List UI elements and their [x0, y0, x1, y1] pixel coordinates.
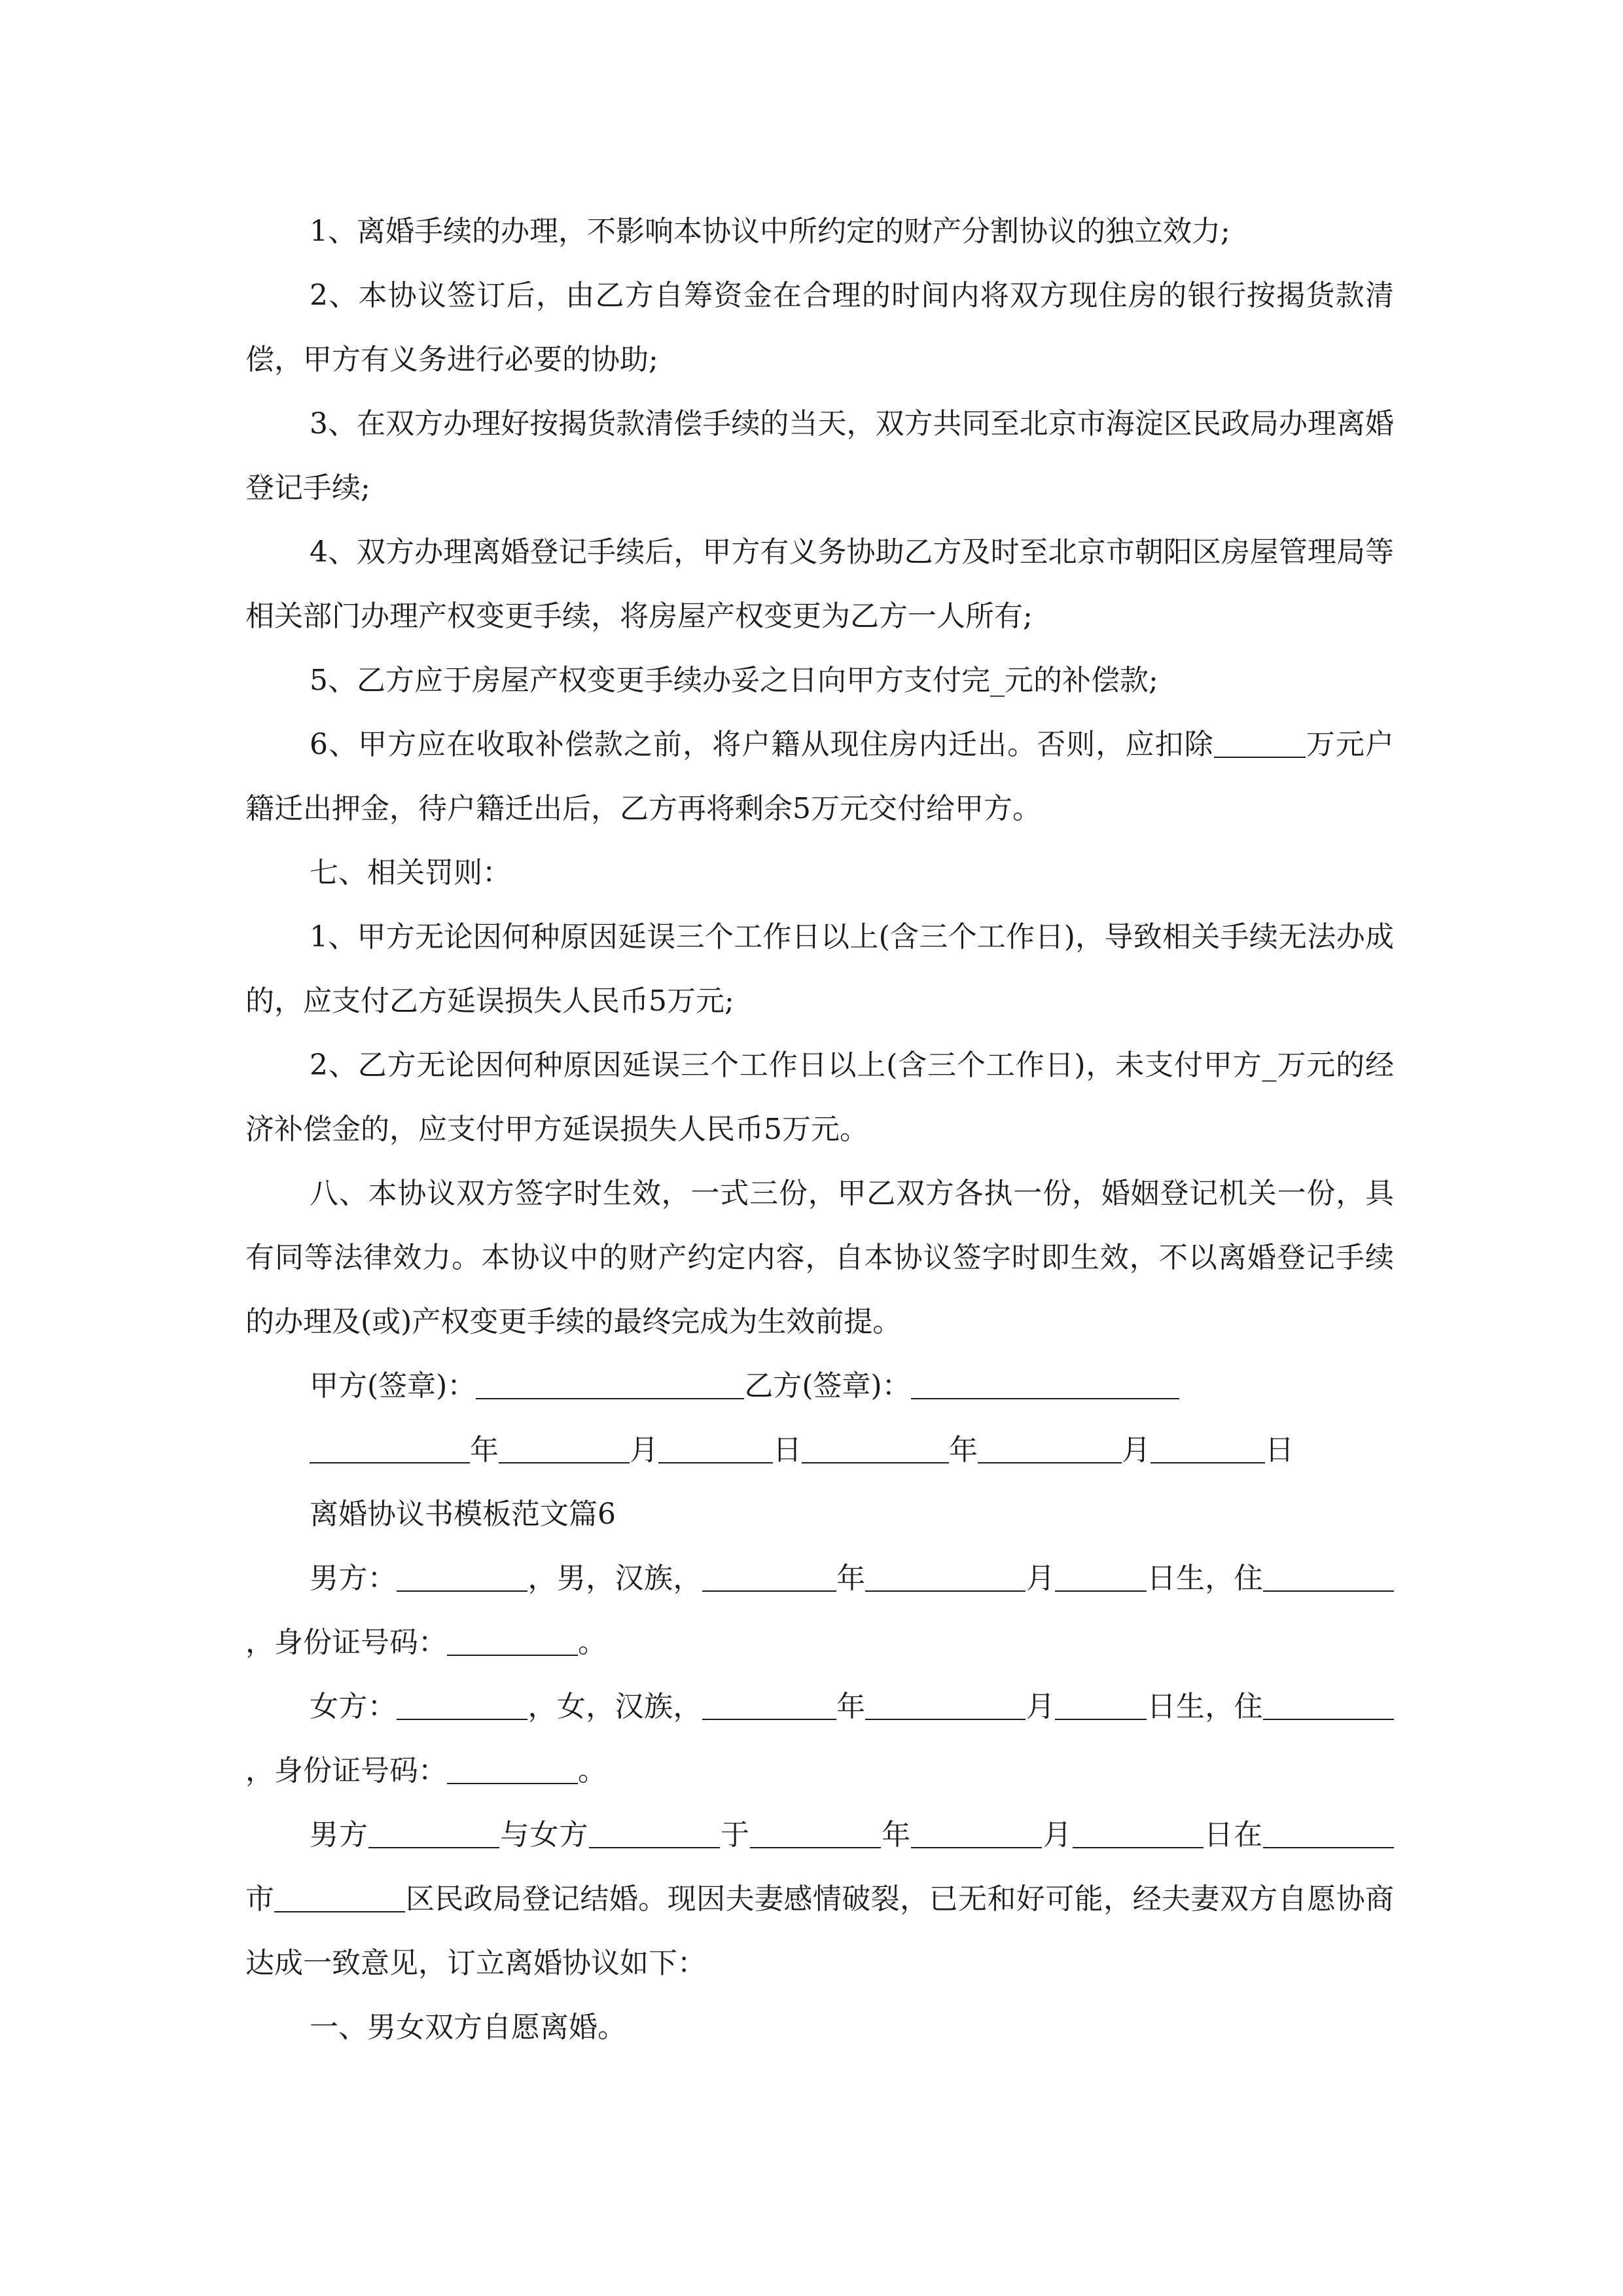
at-word: 于 — [719, 1818, 751, 1852]
fill-blank — [476, 1369, 744, 1399]
fill-blank — [310, 1433, 470, 1463]
month-label: 月 — [630, 1433, 658, 1467]
date-line — [245, 1418, 1394, 1482]
section-heading: 七、相关罚则： — [310, 856, 511, 889]
clause-text: 万元户籍迁出押金，待户籍迁出后，乙方再将剩余5万元交付给甲方。 — [245, 728, 1394, 825]
man-label: 男方： — [310, 1562, 397, 1595]
clause-paragraph: 八、本协议双方签字时生效，一式三份，甲乙双方各执一份，婚姻登记机关一份，具有同等法律效力。本协议中的财产约定内容，自本协议签字时即生效，不以离婚登记手续的办理及(或)产权变更手续的最终完成为生效前提。 — [245, 1177, 1394, 1338]
fill-blank — [802, 1433, 949, 1463]
man-sex: ，男，汉族， — [527, 1562, 702, 1595]
fill-blank — [1055, 1690, 1147, 1720]
clause-paragraph: 1、甲方无论因何种原因延误三个工作日以上(含三个工作日)，导致相关手续无法办成的，应支付乙方延误损失人民币5万元; — [245, 920, 1394, 1018]
man-end: 。 — [578, 1626, 607, 1659]
clause-text: 6、甲方应在收取补偿款之前，将户籍从现住房内迁出。否则，应扣除 — [310, 728, 1214, 761]
city-label: 市 — [245, 1882, 275, 1916]
year-label: 年 — [470, 1433, 499, 1467]
clause-paragraph: 3、在双方办理好按揭货款清偿手续的当天，双方共同至北京市海淀区民政局办理离婚登记手续; — [245, 407, 1394, 505]
woman-info — [245, 1675, 1394, 1803]
year-label: 年 — [949, 1433, 978, 1467]
fill-blank — [1263, 1690, 1394, 1720]
fill-blank — [499, 1433, 630, 1463]
year-label: 年 — [881, 1818, 912, 1852]
fill-blank — [702, 1562, 836, 1592]
party-a-label: 甲方(签章)： — [310, 1369, 476, 1403]
fill-blank — [1263, 1818, 1394, 1848]
marriage-text: 区民政局登记结婚。现因夫妻感情破裂，已无和好可能，经夫妻双方自愿协商达成一致意见，订立离婚协议如下： — [245, 1882, 1395, 1980]
clause-paragraph: 1、离婚手续的办理，不影响本协议中所约定的财产分割协议的独立效力; — [310, 215, 1230, 248]
signature-line — [245, 1354, 1394, 1418]
fill-blank — [978, 1433, 1122, 1463]
man-info — [245, 1547, 1394, 1675]
party-b-label: 乙方(签章)： — [744, 1369, 911, 1403]
fill-blank — [911, 1818, 1042, 1848]
fill-blank — [658, 1433, 773, 1463]
fill-blank — [911, 1369, 1179, 1399]
woman-word: 与女方 — [499, 1818, 589, 1852]
fill-blank — [397, 1690, 527, 1720]
month-label: 月 — [1042, 1818, 1073, 1852]
fill-blank — [589, 1818, 720, 1848]
document-body — [245, 200, 1394, 2060]
clause-paragraph: 4、双方办理离婚登记手续后，甲方有义务协助乙方及时至北京市朝阳区房屋管理局等相关部门办理产权变更手续，将房屋产权变更为乙方一人所有; — [245, 535, 1394, 633]
fill-blank — [274, 1882, 405, 1912]
fill-blank — [1263, 1562, 1394, 1592]
marriage-statement — [245, 1803, 1394, 1996]
man-word: 男方 — [310, 1818, 369, 1852]
woman-born: 日生，住 — [1147, 1690, 1264, 1723]
day-label: 日 — [773, 1433, 802, 1467]
year-label: 年 — [836, 1562, 866, 1595]
fill-blank — [447, 1626, 578, 1656]
clause-paragraph: 2、乙方无论因何种原因延误三个工作日以上(含三个工作日)，未支付甲方_万元的经济补偿金的，应支付甲方延误损失人民币5万元。 — [245, 1049, 1394, 1146]
man-born: 日生，住 — [1147, 1562, 1264, 1595]
fill-blank — [865, 1562, 1026, 1592]
month-label: 月 — [1026, 1562, 1056, 1595]
section-title: 离婚协议书模板范文篇6 — [310, 1498, 616, 1531]
day-label: 日在 — [1203, 1818, 1264, 1852]
fill-blank — [865, 1690, 1026, 1720]
man-id-label: ，身份证号码： — [245, 1626, 447, 1659]
woman-end: 。 — [578, 1754, 607, 1787]
clause-paragraph: 5、乙方应于房屋产权变更手续办妥之日向甲方支付完_元的补偿款; — [310, 664, 1158, 697]
woman-label: 女方： — [310, 1690, 397, 1723]
clause-paragraph: 一、男女双方自愿离婚。 — [310, 2011, 626, 2044]
fill-blank — [1073, 1818, 1204, 1848]
fill-blank — [1055, 1562, 1147, 1592]
woman-sex: ，女，汉族， — [527, 1690, 702, 1723]
fill-blank — [1150, 1433, 1265, 1463]
fill-blank — [1214, 728, 1306, 758]
month-label: 月 — [1026, 1690, 1056, 1723]
woman-id-label: ，身份证号码： — [245, 1754, 447, 1787]
fill-blank — [750, 1818, 881, 1848]
fill-blank — [368, 1818, 499, 1848]
year-label: 年 — [836, 1690, 866, 1723]
fill-blank — [447, 1754, 578, 1784]
day-label: 日 — [1265, 1433, 1294, 1467]
clause-paragraph-6 — [245, 713, 1394, 841]
fill-blank — [397, 1562, 527, 1592]
fill-blank — [702, 1690, 836, 1720]
clause-paragraph: 2、本协议签订后，由乙方自筹资金在合理的时间内将双方现住房的银行按揭货款清偿，甲方有义务进行必要的协助; — [245, 279, 1394, 376]
month-label: 月 — [1122, 1433, 1150, 1467]
